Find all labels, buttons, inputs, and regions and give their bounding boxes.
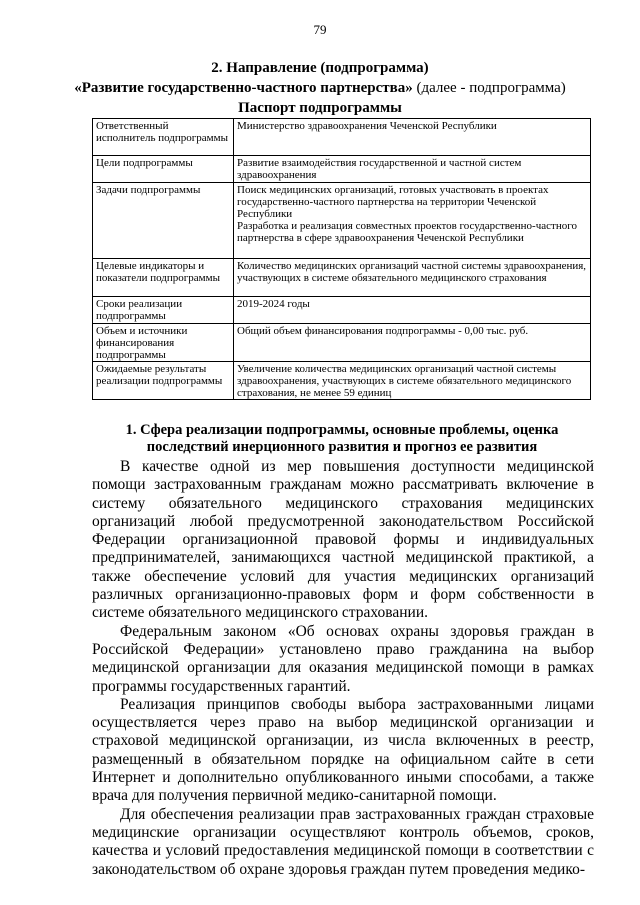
row-key: Объем и источники финансирования подпрограммы: [93, 324, 234, 362]
row-value: Министерство здравоохранения Чеченской Республики: [234, 119, 591, 156]
table-row: [93, 156, 591, 183]
paragraph: В качестве одной из мер повышения доступности медицинской помощи застрахованным гражданам можно рассматривать включение в систему обязательного медицинского страхования медицинских организаций любой предусмотренной законодательством Российской Федерации организационной правовой формы и индивидуальных предпринимателей, занимающихся частной медицинской практикой, а также обеспечение условий для участия медицинских организаций различных организационно-правовых форм и форм собственности в системе обязательного медицинского страховании.: [92, 458, 594, 622]
section-title: [92, 422, 592, 456]
row-key: Целевые индикаторы и показатели подпрограммы: [93, 259, 234, 297]
paragraph: Реализация принципов свободы выбора застрахованными лицами осуществляется через право на выбор медицинской организации и страховой медицинской организации, из числа включенных в реестр, размещенный в обязательном порядке на официальном сайте в сети Интернет и дополнительно опубликованного иными способами, а также врача для получения первичной медико-санитарной помощи.: [92, 695, 594, 805]
direction-title: 2. Направление (подпрограмма): [211, 60, 429, 76]
table-row: [93, 183, 591, 259]
row-value: Количество медицинских организаций частной системы здравоохранения, участвующих в системе обязательного медицинского страхования: [234, 259, 591, 297]
section-title-line: последствий инерционного развития и прогноз ее развития: [146, 439, 538, 455]
row-value-line: Поиск медицинских организаций, готовых участвовать в проектах государственно-частного партнерства на территории Чеченской Республики: [237, 184, 549, 220]
paragraph: Федеральным законом «Об основах охраны здоровья граждан в Российской Федерации» установлено право гражданина на выбор медицинской организации для оказания медицинской помощи в рамках программы государственных гарантий.: [92, 622, 594, 695]
row-value: 2019-2024 годы: [234, 297, 591, 324]
row-value: [234, 183, 591, 259]
row-value: Увеличение количества медицинских организаций частной системы здравоохранения, участвующих в системе обязательного медицинского страхования, не менее 59 единиц: [234, 362, 591, 400]
subprogram-title: [0, 78, 640, 98]
passport-title: Паспорт подпрограммы: [238, 100, 402, 116]
table-row: [93, 297, 591, 324]
passport-table: [92, 118, 591, 400]
row-key: Ответственный исполнитель подпрограммы: [93, 119, 234, 156]
row-value: Общий объем финансирования подпрограммы - 0,00 тыс. руб.: [234, 324, 591, 362]
section-title-line: 1. Сфера реализации подпрограммы, основные проблемы, оценка: [125, 422, 559, 438]
body-text: [92, 458, 594, 879]
subprogram-note: (далее - подпрограмма): [412, 80, 566, 96]
row-value-line: Разработка и реализация совместных проектов государственно-частного партнерства в сфере здравоохранения Чеченской Республики: [237, 220, 577, 244]
subprogram-name: «Развитие государственно-частного партнерства»: [74, 80, 413, 96]
table-row: [93, 119, 591, 156]
row-key: Ожидаемые результаты реализации подпрограммы: [93, 362, 234, 400]
row-key: Сроки реализации подпрограммы: [93, 297, 234, 324]
row-value: Развитие взаимодействия государственной и частной систем здравоохранения: [234, 156, 591, 183]
page-number: 79: [313, 22, 327, 37]
document-heading: [0, 58, 640, 118]
table-row: [93, 259, 591, 297]
row-key: Задачи подпрограммы: [93, 183, 234, 259]
row-key: Цели подпрограммы: [93, 156, 234, 183]
table-row: [93, 324, 591, 362]
paragraph: Для обеспечения реализации прав застрахованных граждан страховые медицинские организации осуществляют контроль объемов, сроков, качества и условий предоставления медицинской помощи в соответствии с законодательством об охране здоровья граждан путем проведения медико-: [92, 805, 594, 878]
table-row: [93, 362, 591, 400]
